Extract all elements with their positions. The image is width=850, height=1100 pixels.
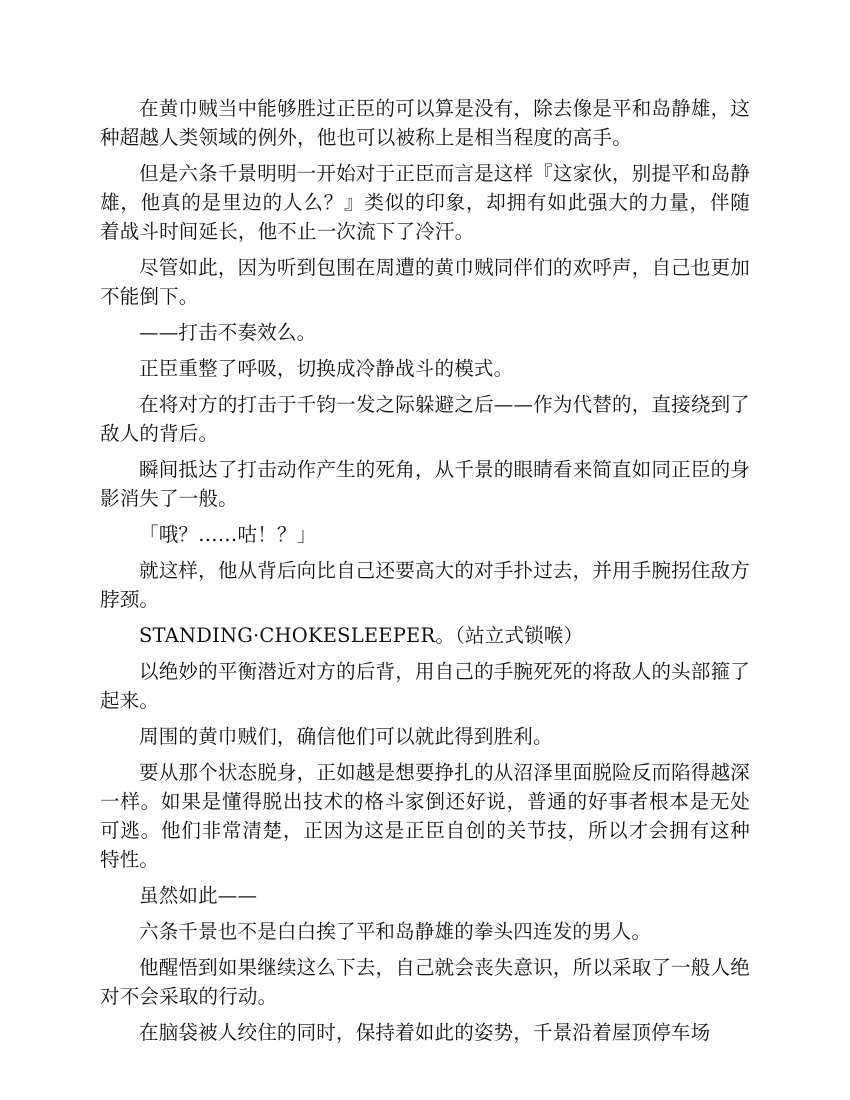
paragraph-11: 以绝妙的平衡潜近对方的后背，用自己的手腕死死的将敌人的头部箍了起来。	[100, 660, 750, 712]
paragraph-7: 瞬间抵达了打击动作产生的死角，从千景的眼睛看来简直如同正臣的身影消失了一般。	[100, 458, 750, 510]
paragraph-9: 就这样，他从背后向比自己还要高大的对手扑过去，并用手腕拐住敌方脖颈。	[100, 559, 750, 611]
paragraph-17: 在脑袋被人绞住的同时，保持着如此的姿势，千景沿着屋顶停车场	[139, 1021, 711, 1044]
paragraph-3: 尽管如此，因为听到包围在周遭的黄巾贼同伴们的欢呼声，自己也更加不能倒下。	[100, 256, 750, 308]
paragraph-1: 在黄巾贼当中能够胜过正臣的可以算是没有，除去像是平和岛静雄，这种超越人类领域的例外，他也可以被称上是相当程度的高手。	[100, 97, 750, 149]
paragraph-8: 「哦？……咕！？」	[139, 523, 317, 546]
paragraph-14: 虽然如此——	[139, 884, 258, 907]
document-page	[100, 94, 750, 1054]
paragraph-4: ——打击不奏效么。	[139, 321, 317, 344]
paragraph-2: 但是六条千景明明一开始对于正臣而言是这样『这家伙，别提平和岛静雄，他真的是里边的人么？』类似的印象，却拥有如此强大的力量，伴随着战斗时间延长，他不止一次流下了冷汗。	[100, 162, 750, 243]
paragraph-13: 要从那个状态脱身，正如越是想要挣扎的从沼泽里面脱险反而陷得越深一样。如果是懂得脱出技术的格斗家倒还好说，普通的好事者根本是无处可逃。他们非常清楚，正因为这是正臣自创的关节技，所以才会拥有这种特性。	[100, 761, 750, 871]
paragraph-5: 正臣重整了呼吸，切换成冷静战斗的模式。	[139, 357, 514, 380]
paragraph-15: 六条千景也不是白白挨了平和岛静雄的拳头四连发的男人。	[139, 920, 652, 943]
paragraph-6: 在将对方的打击于千钧一发之际躲避之后——作为代替的，直接绕到了敌人的背后。	[100, 393, 750, 445]
paragraph-10: STANDING·CHOKESLEEPER。（站立式锁喉）	[139, 624, 584, 647]
paragraph-12: 周围的黄巾贼们，确信他们可以就此得到胜利。	[139, 725, 553, 748]
paragraph-16: 他醒悟到如果继续这么下去，自己就会丧失意识，所以采取了一般人绝对不会采取的行动。	[100, 956, 750, 1008]
